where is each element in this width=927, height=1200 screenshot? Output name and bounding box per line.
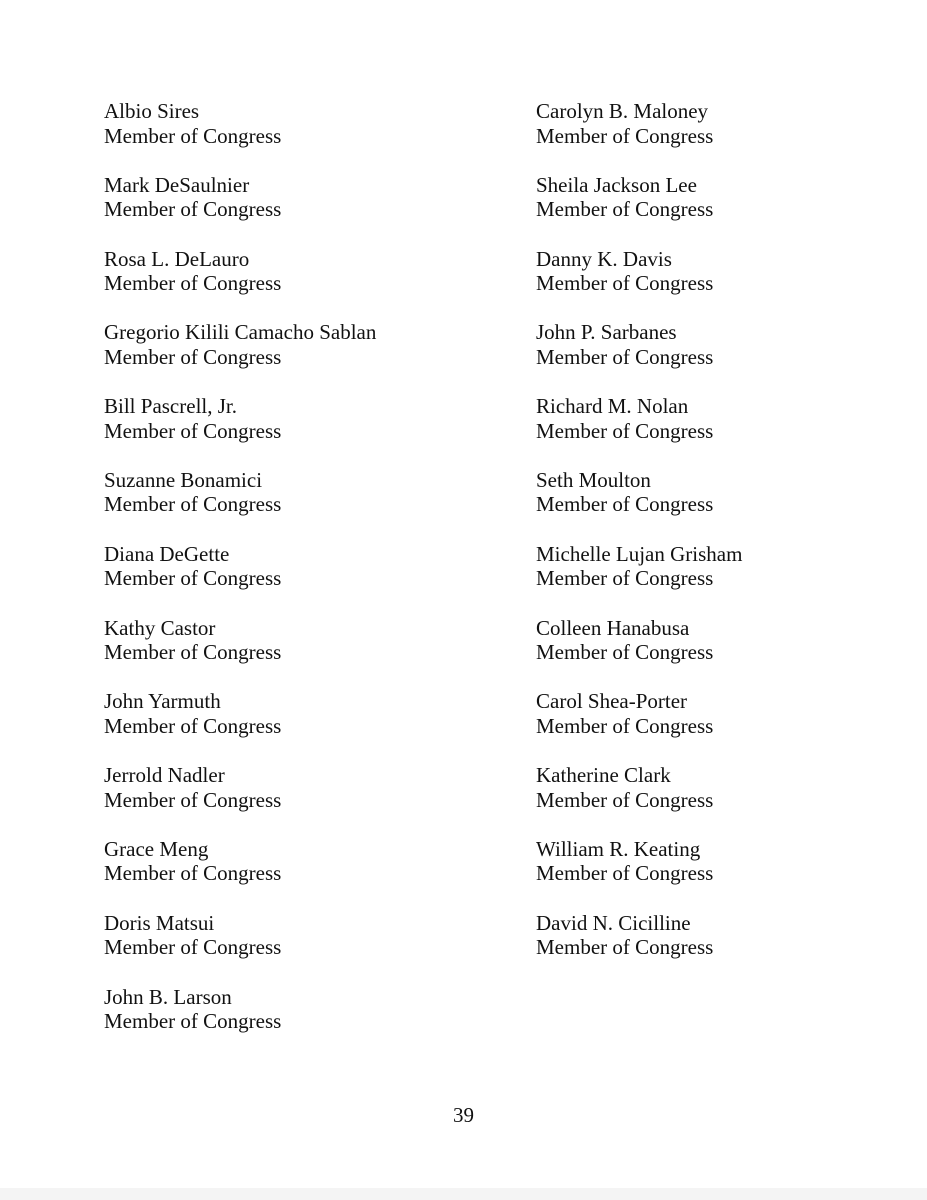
signatory-block — [104, 985, 484, 1059]
signatory-title: Member of Congress — [536, 123, 714, 148]
signatory-name: Gregorio Kilili Camacho Sablan — [104, 320, 377, 345]
signatory-name: John P. Sarbanes — [536, 320, 677, 345]
signatory-block — [536, 837, 916, 911]
signatory-block — [104, 394, 484, 468]
signatory-block — [536, 468, 916, 542]
signatory-title: Member of Congress — [104, 640, 282, 665]
signatory-column-right — [536, 99, 916, 985]
signatory-name: William R. Keating — [536, 836, 701, 861]
signatory-name: Albio Sires — [104, 99, 200, 123]
signatory-block — [104, 542, 484, 616]
page-number: 39 — [453, 1103, 474, 1127]
signatory-block — [536, 173, 916, 247]
signatory-title: Member of Congress — [536, 787, 714, 812]
signatory-name: Jerrold Nadler — [104, 763, 225, 788]
signatory-title: Member of Congress — [536, 344, 714, 369]
signatory-block — [104, 616, 484, 690]
signatory-title: Member of Congress — [536, 640, 714, 665]
signatory-title: Member of Congress — [104, 787, 282, 812]
signatory-block — [536, 616, 916, 690]
signatory-name: Bill Pascrell, Jr. — [104, 394, 237, 419]
signatory-title: Member of Congress — [104, 566, 282, 591]
signatory-title: Member of Congress — [104, 197, 282, 222]
signatory-block — [536, 911, 916, 985]
signatory-name: Seth Moulton — [536, 467, 651, 492]
signatory-title: Member of Congress — [536, 935, 714, 960]
signatory-title: Member of Congress — [536, 492, 714, 517]
signatory-block — [536, 394, 916, 468]
signatory-block — [104, 763, 484, 837]
signatory-name: Katherine Clark — [536, 763, 671, 788]
signatory-block — [536, 689, 916, 763]
signatory-block — [536, 320, 916, 394]
signatory-block — [104, 911, 484, 985]
signatory-name: John Yarmuth — [104, 689, 221, 714]
signatory-name: Carol Shea-Porter — [536, 689, 688, 714]
signatory-name: John B. Larson — [104, 984, 232, 1009]
signatory-title: Member of Congress — [104, 713, 282, 738]
signatory-block — [536, 99, 916, 173]
signatory-name: Michelle Lujan Grisham — [536, 541, 743, 566]
signatory-title: Member of Congress — [536, 197, 714, 222]
signatory-name: Sheila Jackson Lee — [536, 172, 697, 197]
signatory-title: Member of Congress — [536, 566, 714, 591]
signatory-block — [536, 247, 916, 321]
signatory-title: Member of Congress — [536, 861, 714, 886]
signatory-name: Colleen Hanabusa — [536, 615, 690, 640]
signatory-block — [104, 837, 484, 911]
signatory-title: Member of Congress — [104, 123, 282, 148]
signatory-name: Richard M. Nolan — [536, 394, 689, 419]
signatory-block — [104, 173, 484, 247]
signatory-title: Member of Congress — [104, 418, 282, 443]
signatory-name: Grace Meng — [104, 836, 209, 861]
signatory-title: Member of Congress — [536, 418, 714, 443]
signatory-title: Member of Congress — [536, 271, 714, 296]
signatory-name: David N. Cicilline — [536, 910, 691, 935]
signatory-name: Suzanne Bonamici — [104, 467, 263, 492]
signatory-title: Member of Congress — [104, 271, 282, 296]
signatory-name: Danny K. Davis — [536, 246, 672, 271]
signatory-block — [536, 763, 916, 837]
signatory-column-left — [104, 99, 484, 1058]
signatory-block — [104, 320, 484, 394]
signatory-name: Diana DeGette — [104, 541, 230, 566]
signatory-block — [104, 99, 484, 173]
signatory-block — [104, 468, 484, 542]
signatory-name: Rosa L. DeLauro — [104, 246, 250, 271]
signatory-name: Carolyn B. Maloney — [536, 99, 709, 123]
signatory-title: Member of Congress — [104, 1009, 282, 1034]
signatory-title: Member of Congress — [536, 713, 714, 738]
signatory-title: Member of Congress — [104, 492, 282, 517]
signatory-title: Member of Congress — [104, 344, 282, 369]
signatory-block — [536, 542, 916, 616]
signatory-title: Member of Congress — [104, 861, 282, 886]
signatory-block — [104, 689, 484, 763]
signatory-name: Kathy Castor — [104, 615, 216, 640]
signatory-title: Member of Congress — [104, 935, 282, 960]
signatory-name: Mark DeSaulnier — [104, 172, 250, 197]
signatory-name: Doris Matsui — [104, 910, 215, 935]
signatory-block — [104, 247, 484, 321]
